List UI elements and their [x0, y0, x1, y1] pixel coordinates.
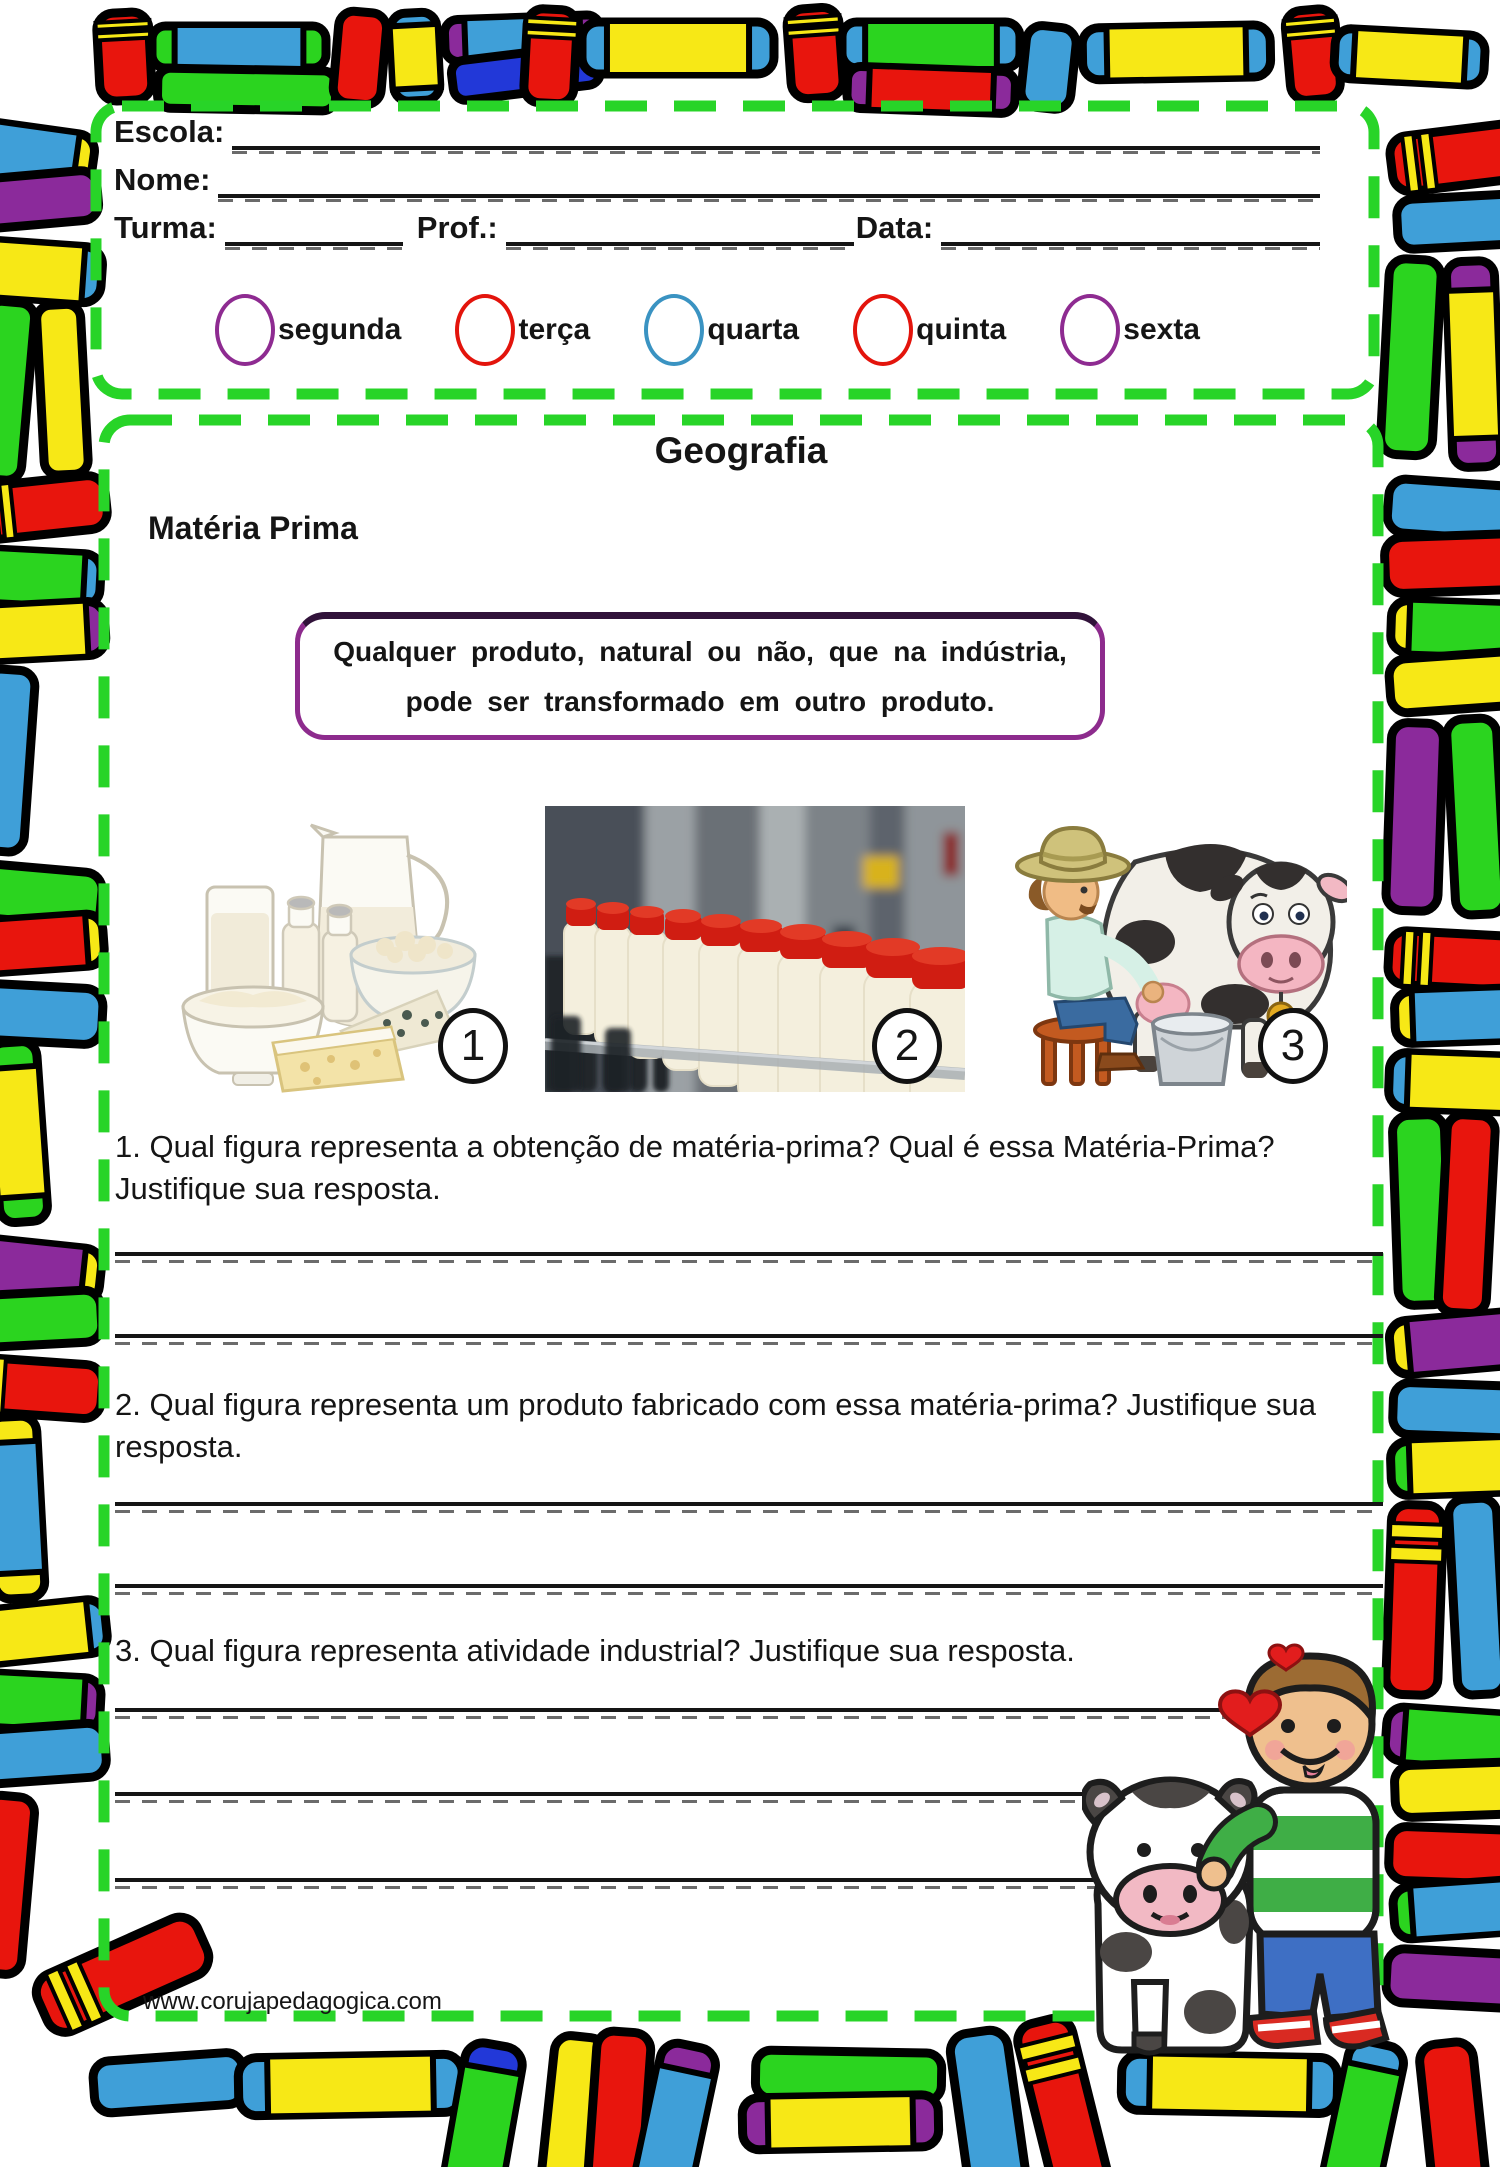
day-segunda — [215, 294, 401, 366]
page-title: Geografia — [654, 430, 828, 471]
name-label: Nome: — [114, 162, 211, 197]
day-circle-sexta[interactable] — [1060, 294, 1120, 366]
figure-1-dairy-products-photo — [155, 795, 485, 1100]
teacher-label: Prof.: — [416, 210, 498, 245]
day-quarta — [644, 294, 799, 366]
day-circle-quinta[interactable] — [853, 294, 913, 366]
question-3-answer-line-1[interactable] — [115, 1708, 1241, 1712]
school-row — [114, 106, 1320, 150]
date-label: Data: — [855, 210, 934, 245]
figure-2-number-badge — [872, 1008, 942, 1084]
class-input-line[interactable] — [225, 202, 403, 246]
day-circle-terca[interactable] — [455, 294, 515, 366]
question-2-answer-line-1[interactable] — [115, 1502, 1383, 1506]
day-sexta — [1060, 294, 1200, 366]
question-1-answer-line-1[interactable] — [115, 1252, 1383, 1256]
question-3-answer-line-2[interactable] — [115, 1792, 1241, 1796]
class-teacher-date-row — [114, 202, 1320, 246]
day-circle-segunda[interactable] — [215, 294, 275, 366]
day-terca — [455, 294, 590, 366]
definition-box — [295, 612, 1105, 740]
question-1-text: 1. Qual figura representa a obtenção de matéria-prima? Qual é essa Matéria-Prima? Justifique sua resposta. — [115, 1129, 1275, 1207]
question-1-answer-line-2[interactable] — [115, 1334, 1383, 1338]
weekday-selector — [215, 294, 1200, 366]
boy-hugging-cow-illustration — [1082, 1622, 1402, 2067]
figure-1-number-badge — [438, 1008, 508, 1084]
school-input-line[interactable] — [232, 106, 1320, 150]
definition-line-2: pode ser transformado em outro produto. — [405, 686, 995, 717]
figure-2-number: 2 — [894, 1021, 920, 1070]
question-2-text: 2. Qual figura representa um produto fabricado com essa matéria-prima? Justifique sua resposta. — [115, 1387, 1316, 1465]
day-circle-quarta[interactable] — [644, 294, 704, 366]
date-input-line[interactable] — [941, 202, 1320, 246]
question-3-answer-line-3[interactable] — [115, 1878, 1183, 1882]
name-row — [114, 154, 1320, 198]
footer-website: www.corujapedagogica.com — [143, 1988, 442, 2015]
day-label-terca: terça — [518, 313, 591, 346]
question-3-text: 3. Qual figura representa atividade industrial? Justifique sua resposta. — [115, 1633, 1075, 1668]
figure-3-number: 3 — [1280, 1021, 1306, 1070]
teacher-input-line[interactable] — [506, 202, 854, 246]
name-input-line[interactable] — [218, 154, 1320, 198]
day-label-quinta: quinta — [916, 313, 1007, 346]
day-label-quarta: quarta — [707, 313, 800, 346]
class-label: Turma: — [114, 210, 217, 245]
figure-1-number: 1 — [460, 1021, 486, 1070]
question-2-answer-line-2[interactable] — [115, 1584, 1383, 1588]
school-label: Escola: — [114, 114, 225, 149]
figure-3-number-badge — [1258, 1008, 1328, 1084]
topic-label: Matéria Prima — [148, 510, 358, 546]
day-label-segunda: segunda — [278, 313, 402, 346]
day-quinta — [853, 294, 1006, 366]
definition-line-1: Qualquer produto, natural ou não, que na indústria, — [333, 635, 1067, 667]
day-label-sexta: sexta — [1123, 313, 1200, 346]
